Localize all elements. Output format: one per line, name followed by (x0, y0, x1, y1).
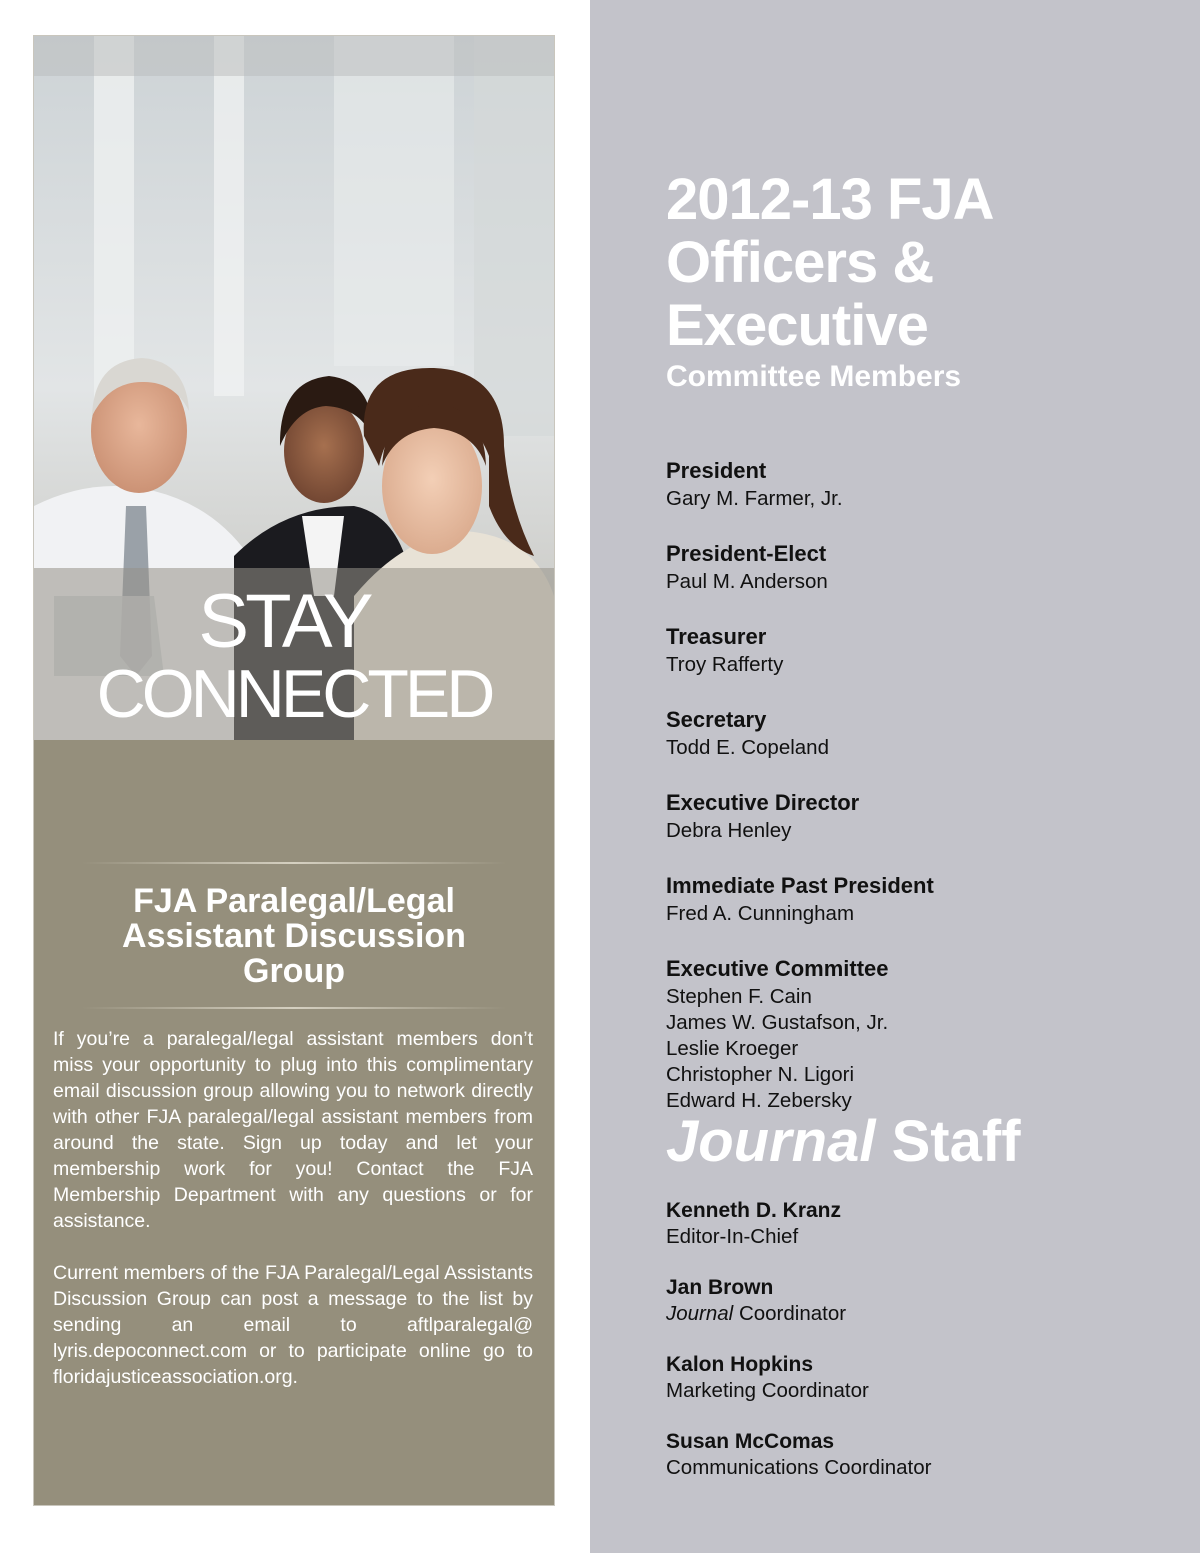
staff-entry (666, 1274, 1186, 1327)
staff-title (666, 1455, 1186, 1481)
staff-entry (666, 1351, 1186, 1404)
officer-name: Todd E. Copeland (666, 736, 829, 759)
divider-top (82, 862, 506, 864)
divider-bottom (82, 1007, 506, 1009)
journal-word: Journal (666, 1109, 876, 1174)
hero-line-stay: STAY (198, 579, 370, 664)
right-panel (590, 0, 1200, 1553)
staff-list (666, 1197, 1186, 1505)
heading-subtitle: Committee Members (666, 360, 962, 393)
officer-name: Stephen F. Cain (666, 985, 812, 1008)
officer-role: Immediate Past President (666, 873, 934, 898)
staff-title-text: Editor-In-Chief (666, 1225, 799, 1248)
group-title-line: Group (243, 952, 345, 990)
staff-title (666, 1224, 1186, 1250)
staff-title-text: Marketing Coordinator (666, 1379, 869, 1402)
officer-name: Troy Rafferty (666, 653, 784, 676)
heading-line: Executive (666, 293, 928, 358)
journal-staff-heading (666, 1108, 1021, 1175)
staff-entry (666, 1197, 1186, 1250)
officer-name: Edward H. Zebersky (666, 1089, 852, 1112)
officer-role: Executive Committee (666, 956, 889, 981)
staff-title-italic: Journal (666, 1302, 734, 1325)
staff-title-text: Communications Coordinator (666, 1456, 932, 1479)
officers-list (666, 456, 1186, 1141)
hero-line-connected: CONNECTED (96, 656, 492, 732)
officer-role: Executive Director (666, 790, 860, 815)
officer-role: Treasurer (666, 624, 767, 649)
officer-entry (666, 871, 1186, 927)
staff-entry (666, 1428, 1186, 1481)
group-description (53, 1026, 533, 1416)
hero-headline (34, 579, 554, 732)
staff-title (666, 1301, 1186, 1327)
officer-name: Fred A. Cunningham (666, 902, 855, 925)
group-title-line: FJA Paralegal/Legal (133, 882, 455, 920)
officer-name: Debra Henley (666, 819, 792, 842)
officer-role: President (666, 458, 767, 483)
officer-entry (666, 622, 1186, 678)
heading-line: 2012-13 FJA (666, 167, 994, 232)
officer-role: President-Elect (666, 541, 827, 566)
officers-heading (666, 168, 994, 397)
description-paragraph: If you’re a paralegal/legal assistant members don’t miss your opportunity to plug into this complimentary email discussion group allowing you to network directly with other FJA paralegal/legal assistant members from around the state. Sign up today and let your membership work for you! Contact the FJA Membership Department with any questions or for assistance. (53, 1028, 533, 1232)
officer-entry (666, 539, 1186, 595)
officer-role: Secretary (666, 707, 767, 732)
officer-entry (666, 705, 1186, 761)
officer-entry (666, 788, 1186, 844)
description-paragraph: Current members of the FJA Paralegal/Legal Assistants Discussion Group can post a message to the list by sending an email to aftlparalegal@ lyris.depoconnect.com or to participate online go to floridajusticeassociation.org. (53, 1262, 533, 1388)
staff-title-text: Coordinator (738, 1302, 847, 1325)
staff-name: Kenneth D. Kranz (666, 1199, 842, 1222)
staff-word: Staff (891, 1109, 1021, 1174)
officer-name: James W. Gustafson, Jr. (666, 1011, 889, 1034)
heading-line: Officers & (666, 230, 934, 295)
officer-name: Christopher N. Ligori (666, 1063, 854, 1086)
staff-name: Jan Brown (666, 1276, 774, 1299)
officer-entry (666, 456, 1186, 512)
officer-entry (666, 954, 1186, 1114)
left-panel (34, 36, 554, 1505)
group-title (74, 884, 514, 989)
group-title-line: Assistant Discussion (122, 917, 466, 955)
officer-name: Gary M. Farmer, Jr. (666, 487, 843, 510)
staff-title (666, 1378, 1186, 1404)
staff-name: Susan McComas (666, 1430, 835, 1453)
officer-name: Paul M. Anderson (666, 570, 828, 593)
officer-name: Leslie Kroeger (666, 1037, 799, 1060)
staff-name: Kalon Hopkins (666, 1353, 814, 1376)
